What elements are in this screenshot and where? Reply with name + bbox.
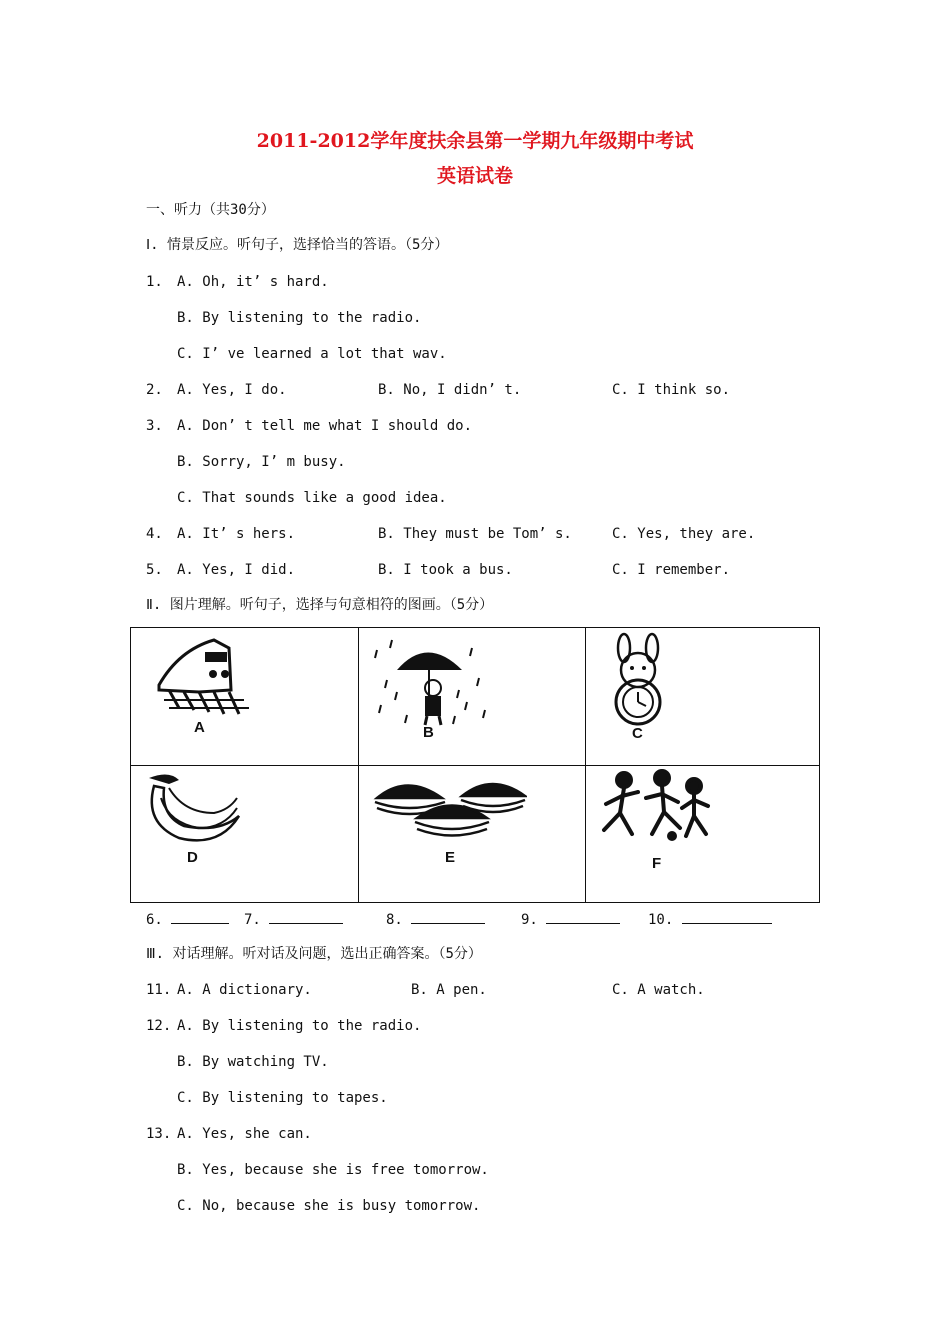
option-a: A. By listening to the radio. <box>177 1018 422 1034</box>
option-a: A. Oh, it’ s hard. <box>177 274 329 290</box>
option-c: C. I remember. <box>612 562 731 578</box>
option-c: C. By listening to tapes. <box>177 1090 388 1106</box>
rain-umbrella-icon <box>367 630 492 742</box>
option-a: A. A dictionary. <box>177 982 312 998</box>
question-number: 2. <box>146 382 163 398</box>
option-c: C. Yes, they are. <box>612 526 756 542</box>
option-a: A. Yes, I did. <box>177 562 296 578</box>
part3-heading: Ⅲ. 对话理解。听对话及问题，选出正确答案。（5分） <box>146 946 482 962</box>
question-number: 5. <box>146 562 163 578</box>
option-b: B. By watching TV. <box>177 1054 329 1070</box>
option-c: C. I think so. <box>612 382 731 398</box>
option-c: C. A watch. <box>612 982 705 998</box>
bananas-icon <box>139 768 242 868</box>
soccer-players-icon <box>594 768 722 873</box>
exam-subtitle: 英语试卷 <box>436 165 513 187</box>
option-b: B. By listening to the radio. <box>177 310 422 326</box>
option-a: A. Yes, she can. <box>177 1126 312 1142</box>
picture-d <box>139 768 242 868</box>
option-b: B. Yes, because she is free tomorrow. <box>177 1162 489 1178</box>
answer-blank-8[interactable]: 8. <box>386 909 485 929</box>
picture-a <box>139 630 254 738</box>
option-b: B. No, I didn’ t. <box>378 382 522 398</box>
picture-letter: E <box>445 849 456 866</box>
rabbit-clock-icon <box>594 630 684 742</box>
picture-letter: C <box>632 725 643 742</box>
picture-e <box>367 768 527 868</box>
option-c: C. I’ ve learned a lot that wav. <box>177 346 447 362</box>
picture-b <box>367 630 492 742</box>
option-b: B. I took a bus. <box>378 562 513 578</box>
picture-f <box>594 768 722 873</box>
section-heading-listening: 一、听力（共30分） <box>146 202 275 218</box>
picture-letter: F <box>652 855 662 872</box>
part2-heading: Ⅱ. 图片理解。听句子，选择与句意相符的图画。（5分） <box>146 597 494 613</box>
question-number: 13. <box>146 1126 172 1142</box>
answer-blank-10[interactable]: 10. <box>648 909 772 929</box>
option-a: A. Yes, I do. <box>177 382 287 398</box>
picture-letter: D <box>187 849 198 866</box>
option-c: C. That sounds like a good idea. <box>177 490 447 506</box>
option-c: C. No, because she is busy tomorrow. <box>177 1198 481 1214</box>
option-a: A. Don’ t tell me what I should do. <box>177 418 473 434</box>
question-number: 1. <box>146 274 163 290</box>
answer-blank-7[interactable]: 7. <box>244 909 343 929</box>
option-a: A. It’ s hers. <box>177 526 296 542</box>
picture-letter: B <box>423 724 434 741</box>
train-icon <box>139 630 254 738</box>
option-b: B. They must be Tom’ s. <box>378 526 572 542</box>
question-number: 4. <box>146 526 163 542</box>
option-b: B. A pen. <box>411 982 487 998</box>
question-number: 11. <box>146 982 172 998</box>
picture-c <box>594 630 684 742</box>
answer-blank-6[interactable]: 6. <box>146 909 229 929</box>
picture-letter: A <box>194 719 205 736</box>
question-number: 3. <box>146 418 163 434</box>
question-number: 12. <box>146 1018 172 1034</box>
answer-blank-9[interactable]: 9. <box>521 909 620 929</box>
exam-title: 2011-2012学年度扶余县第一学期九年级期中考试 <box>256 130 694 152</box>
hamburgers-icon <box>367 768 527 868</box>
part1-heading: Ⅰ. 情景反应。听句子，选择恰当的答语。（5分） <box>146 237 449 253</box>
picture-grid <box>130 627 820 903</box>
option-b: B. Sorry, I’ m busy. <box>177 454 346 470</box>
